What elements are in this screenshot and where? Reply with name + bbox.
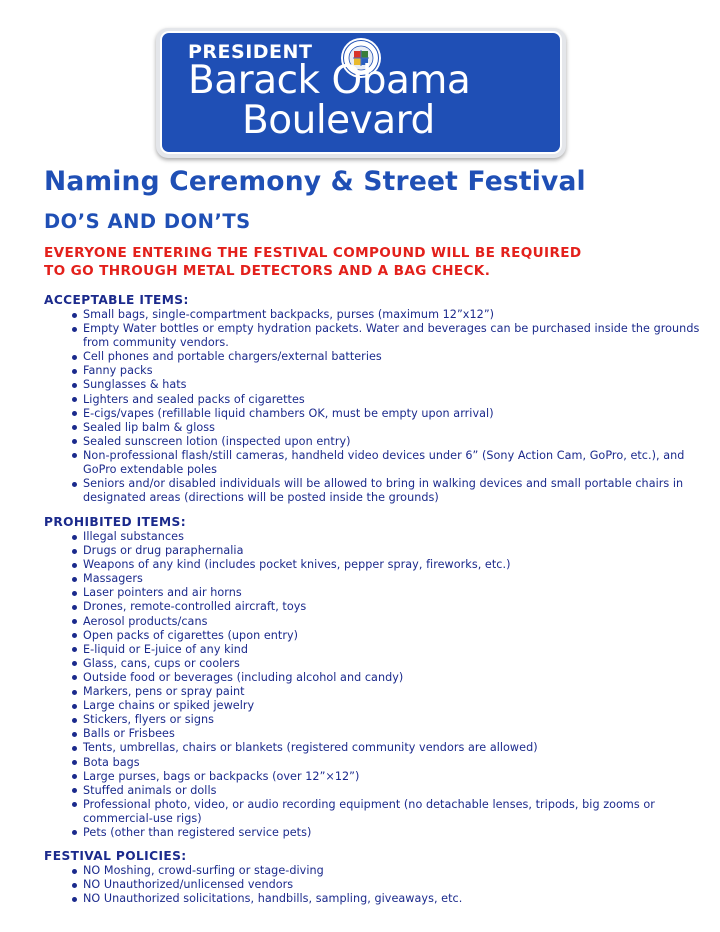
- list-item: Drugs or drug paraphernalia: [44, 544, 704, 558]
- list-item: Pets (other than registered service pets): [44, 826, 704, 840]
- list-item: Open packs of cigarettes (upon entry): [44, 629, 704, 643]
- acceptable-items-list: [44, 308, 704, 505]
- sign-president-label: PRESIDENT: [188, 41, 313, 63]
- section-heading: ACCEPTABLE ITEMS:: [44, 293, 189, 307]
- list-item: Small bags, single-compartment backpacks, purses (maximum 12”x12”): [44, 308, 704, 322]
- list-item: Empty Water bottles or empty hydration packets. Water and beverages can be purchased inside the grounds from community vendors.: [44, 322, 704, 350]
- list-item: Drones, remote-controlled aircraft, toys: [44, 600, 704, 614]
- list-item: Massagers: [44, 572, 704, 586]
- list-item: Sunglasses & hats: [44, 378, 704, 392]
- sign-street-type-line: Boulevard: [242, 98, 435, 143]
- festival-policies-section: [44, 848, 704, 906]
- list-item: Illegal substances: [44, 530, 704, 544]
- list-item: Seniors and/or disabled individuals will be allowed to bring in walking devices and small portable chairs in designated areas (directions will be posted inside the grounds): [44, 477, 704, 505]
- list-item: Weapons of any kind (includes pocket knives, pepper spray, fireworks, etc.): [44, 558, 704, 572]
- list-item: Outside food or beverages (including alcohol and candy): [44, 671, 704, 685]
- acceptable-items-section: [44, 292, 704, 505]
- prohibited-items-list: [44, 530, 704, 840]
- list-item: Fanny packs: [44, 364, 704, 378]
- list-item: Large chains or spiked jewelry: [44, 699, 704, 713]
- list-item: Aerosol products/cans: [44, 615, 704, 629]
- list-item: Cell phones and portable chargers/external batteries: [44, 350, 704, 364]
- list-item: Balls or Frisbees: [44, 727, 704, 741]
- list-item: Lighters and sealed packs of cigarettes: [44, 393, 704, 407]
- security-warning-line-1: EVERYONE ENTERING THE FESTIVAL COMPOUND WILL BE REQUIRED: [44, 245, 582, 261]
- list-item: Non-professional flash/still cameras, handheld video devices under 6” (Sony Action Cam, GoPro, etc.), and GoPro extendable poles: [44, 449, 704, 477]
- list-item: Professional photo, video, or audio recording equipment (no detachable lenses, tripods, big zooms or commercial-use rigs): [44, 798, 704, 826]
- page-title: Naming Ceremony & Street Festival: [44, 166, 586, 197]
- list-item: Bota bags: [44, 756, 704, 770]
- list-item: NO Unauthorized/unlicensed vendors: [44, 878, 704, 892]
- list-item: E-liquid or E-juice of any kind: [44, 643, 704, 657]
- list-item: NO Moshing, crowd-surfing or stage-diving: [44, 864, 704, 878]
- list-item: Glass, cans, cups or coolers: [44, 657, 704, 671]
- street-sign-face: [160, 31, 562, 154]
- sign-name-line: Barack Obama: [188, 58, 471, 103]
- prohibited-items-section: [44, 514, 704, 840]
- list-item: Large purses, bags or backpacks (over 12”×12”): [44, 770, 704, 784]
- section-heading: FESTIVAL POLICIES:: [44, 849, 187, 863]
- security-warning: [44, 244, 582, 280]
- list-item: Sealed lip balm & gloss: [44, 421, 704, 435]
- list-item: Tents, umbrellas, chairs or blankets (registered community vendors are allowed): [44, 741, 704, 755]
- list-item: Markers, pens or spray paint: [44, 685, 704, 699]
- list-item: Laser pointers and air horns: [44, 586, 704, 600]
- section-heading: PROHIBITED ITEMS:: [44, 515, 186, 529]
- street-sign: [156, 28, 566, 158]
- list-item: Stuffed animals or dolls: [44, 784, 704, 798]
- list-item: E-cigs/vapes (refillable liquid chambers OK, must be empty upon arrival): [44, 407, 704, 421]
- list-item: NO Unauthorized solicitations, handbills, sampling, giveaways, etc.: [44, 892, 704, 906]
- list-item: Sealed sunscreen lotion (inspected upon entry): [44, 435, 704, 449]
- security-warning-line-2: TO GO THROUGH METAL DETECTORS AND A BAG CHECK.: [44, 263, 491, 279]
- list-item: Stickers, flyers or signs: [44, 713, 704, 727]
- page-subtitle: DO’S AND DON’TS: [44, 210, 251, 233]
- festival-policies-list: [44, 864, 704, 906]
